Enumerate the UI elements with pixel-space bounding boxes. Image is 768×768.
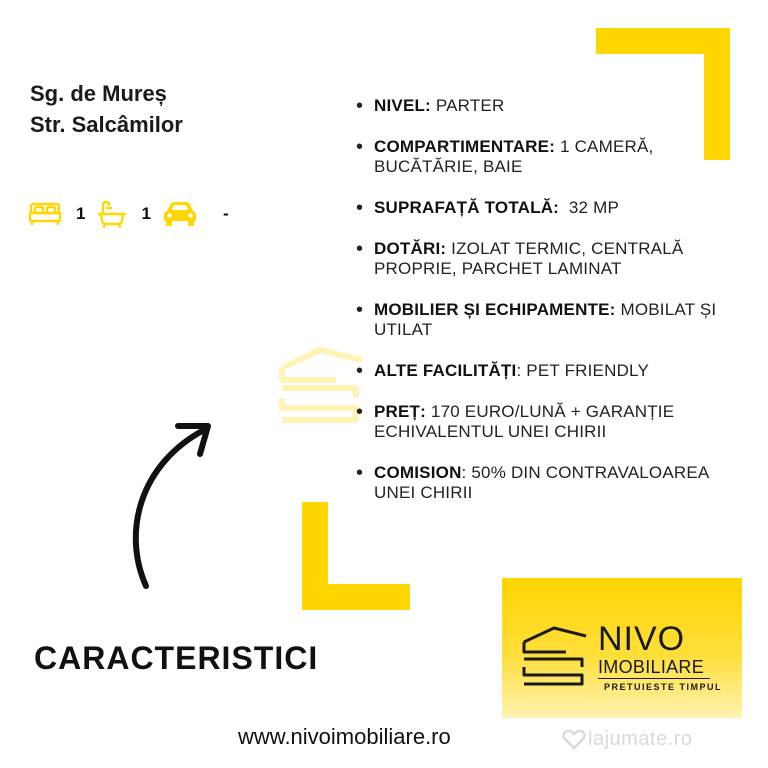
detail-label: PREȚ:: [374, 402, 426, 421]
location-city: Sg. de Mureș: [30, 81, 167, 106]
detail-value: : PET FRIENDLY: [516, 361, 649, 380]
location-street: Str. Salcâmilor: [30, 112, 183, 137]
detail-label: DOTĂRI:: [374, 239, 447, 258]
watermark-heart-icon: [562, 728, 586, 750]
detail-value: MOBILAT ȘI UTILAT: [374, 300, 717, 339]
detail-label: MOBILIER ȘI ECHIPAMENTE:: [374, 300, 616, 319]
detail-label: ALTE FACILITĂȚI: [374, 361, 517, 380]
curved-arrow-icon: [120, 412, 220, 594]
logo-name: NIVO: [598, 620, 686, 658]
faded-building-logo: [276, 340, 368, 428]
bathtub-icon: [97, 200, 127, 228]
detail-value: 1 CAMERĂ, BUCĂTĂRIE, BAIE: [374, 137, 654, 176]
detail-compartimentare: [356, 137, 736, 177]
corner-bracket-bottom-horizontal: [302, 584, 410, 610]
detail-label: COMISION: [374, 463, 462, 482]
detail-suprafata: [356, 198, 736, 218]
detail-value: PARTER: [430, 96, 505, 115]
location-block: [30, 78, 183, 140]
detail-alte-facilitati: [356, 361, 736, 381]
bed-icon: [28, 201, 62, 227]
page-title: CARACTERISTICI: [34, 640, 319, 676]
website-link[interactable]: www.nivoimobiliare.ro: [238, 724, 451, 749]
detail-value: IZOLAT TERMIC, CENTRALĂ PROPRIE, PARCHET LAMINAT: [374, 239, 684, 278]
detail-label: COMPARTIMENTARE:: [374, 137, 556, 156]
details-list: [356, 96, 736, 524]
car-icon: [163, 201, 197, 227]
bedrooms-count: 1: [76, 204, 86, 223]
logo-divider: [598, 678, 710, 679]
building-logo-icon: [520, 622, 592, 690]
logo-subtitle: IMOBILIARE: [598, 657, 705, 677]
detail-value: 170 EURO/LUNĂ + GARANȚIE ECHIVALENTUL UNEI CHIRII: [374, 402, 675, 441]
detail-value: : 50% DIN CONTRAVALOAREA UNEI CHIRII: [374, 463, 709, 502]
detail-value: 32 MP: [559, 198, 620, 217]
detail-mobilier: [356, 300, 736, 340]
detail-pret: [356, 402, 736, 442]
detail-dotari: [356, 239, 736, 279]
bathrooms-count: 1: [141, 204, 151, 223]
parking-count: -: [222, 204, 229, 223]
detail-comision: [356, 463, 736, 503]
logo-tagline: PRETUIESTE TIMPUL: [604, 682, 723, 692]
detail-label: NIVEL:: [374, 96, 431, 115]
watermark-text: lajumate.ro: [588, 728, 693, 750]
features-row: [28, 200, 241, 228]
detail-label: SUPRAFAȚĂ TOTALĂ:: [374, 198, 560, 217]
detail-nivel: [356, 96, 736, 116]
